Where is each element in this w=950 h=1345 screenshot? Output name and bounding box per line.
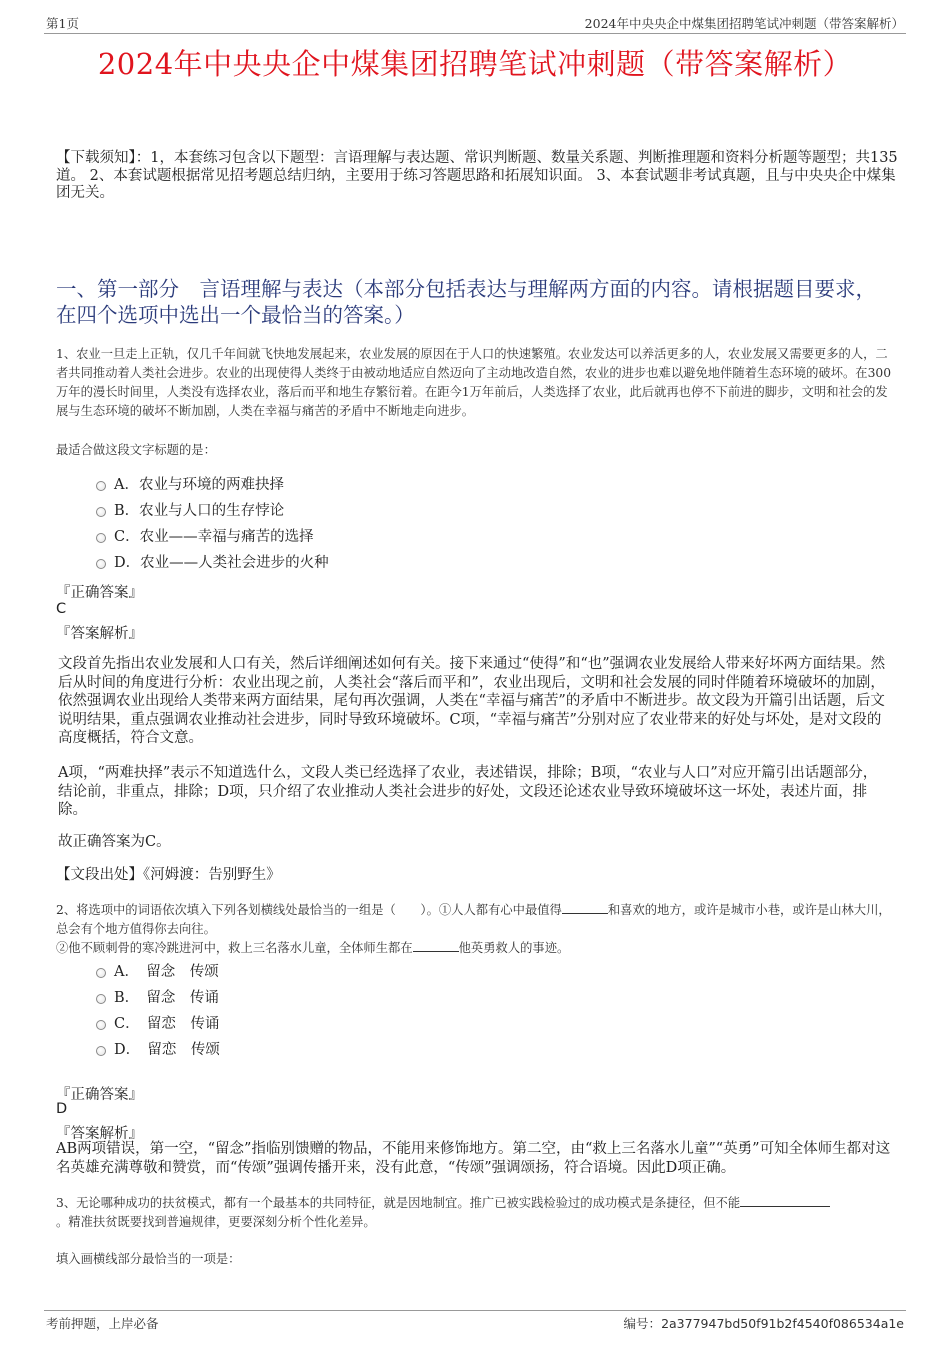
q1-option-a[interactable]: A．农业与环境的两难抉择 (96, 475, 284, 495)
q2-option-b[interactable]: B． 留念 传诵 (96, 988, 219, 1008)
q3-prompt: 填入画横线部分最恰当的一项是： (56, 1252, 241, 1266)
radio-icon[interactable] (96, 994, 106, 1004)
fill-blank (740, 1194, 830, 1207)
radio-icon[interactable] (96, 968, 106, 978)
header-divider (44, 33, 906, 34)
q2-option-c[interactable]: C． 留恋 传诵 (96, 1014, 219, 1034)
q2-stem: 2、将选项中的词语依次填入下列各划横线处最恰当的一组是（ ）。①人人都有心中最值得 和喜欢的地方，或许是城市小巷，或许是山林大川，总会有个地方值得你去向往。 ②他不顾刺骨的寒冷跳进河中，救上三名落水儿童，全体师生都在 他英勇救人的事迹。 (56, 903, 891, 955)
download-notice: 【下载须知】：1，本套练习包含以下题型：言语理解与表达题、常识判断题、数量关系题、判断推理题和资料分析题等题型；共135道。 2、本套试题根据常见招考题总结归纳，主要用于练习答题思路和拓展知识面。 3、本套试题非考试真题，且与中央央企中煤集团无关。 (56, 150, 898, 201)
page-title: 2024年中央央企中煤集团招聘笔试冲刺题（带答案解析） (97, 47, 853, 81)
q1-option-b[interactable]: B．农业与人口的生存悖论 (96, 501, 284, 521)
q1-option-d[interactable]: D．农业——人类社会进步的火种 (96, 553, 329, 573)
q2-analysis-label: 『答案解析』 (56, 1126, 143, 1142)
radio-icon[interactable] (96, 1046, 106, 1056)
radio-icon[interactable] (96, 533, 106, 543)
fill-blank (413, 939, 459, 952)
q2-answer-label: 『正确答案』 (56, 1087, 143, 1103)
q3-stem: 3、无论哪种成功的扶贫模式，都有一个最基本的共同特征，就是因地制宜。推广已被实践检验过的成功模式是条捷径，但不能 。精准扶贫既要找到普遍规律，更要深刻分析个性化差异。 (56, 1194, 898, 1232)
q1-stem: 1、农业一旦走上正轨，仅几千年间就飞快地发展起来，农业发展的原因在于人口的快速繁殖。农业发达可以养活更多的人，农业发展又需要更多的人，二者共同推动着人类社会进步。农业的出现使得人类终于由被动地适应自然迈向了主动地改造自然，农业的进步也难以避免地伴随着生态环境的破坏。在300万年的漫长时间里，人类没有选择农业，落后而平和地生存繁衍着。在距今1万年前后，人类选择了农业，此后就再也停不下前进的脚步，文明和社会的发展与生态环境的破坏不断加剧，人类在幸福与痛苦的矛盾中不断地走向进步。 (56, 347, 892, 418)
footer-divider (44, 1310, 906, 1311)
q1-source: 【文段出处】《河姆渡：告别野生》 (56, 867, 281, 883)
radio-icon[interactable] (96, 1020, 106, 1030)
q1-prompt: 最适合做这段文字标题的是： (56, 443, 216, 457)
radio-icon[interactable] (96, 481, 106, 491)
q1-answer-label: 『正确答案』 (56, 585, 143, 601)
q1-analysis-p2: A项，“两难抉择”表示不知道选什么，文段人类已经选择了农业，表述错误，排除；B项，“农业与人口”对应开篇引出话题部分，结论前，非重点，排除；D项，只介绍了农业推动人类社会进步的好处，文段还论述农业导致环境破坏这一坏处，表述片面，排除。 (58, 765, 878, 818)
footer-code: 编号：2a377947bd50f91b2f4540f086534a1e (623, 1316, 904, 1331)
header-doc-title: 2024年中央央企中煤集团招聘笔试冲刺题（带答案解析） (584, 16, 904, 31)
q1-option-c[interactable]: C．农业——幸福与痛苦的选择 (96, 527, 314, 547)
fill-blank (562, 901, 608, 914)
q2-answer: D (56, 1101, 68, 1117)
header-page-label: 第1页 (46, 16, 79, 31)
q2-option-d[interactable]: D． 留恋 传颂 (96, 1040, 220, 1060)
q2-option-a[interactable]: A． 留念 传颂 (96, 962, 219, 982)
radio-icon[interactable] (96, 507, 106, 517)
q1-analysis-label: 『答案解析』 (56, 626, 143, 642)
radio-icon[interactable] (96, 559, 106, 569)
q2-analysis: AB两项错误，第一空，“留念”指临别馈赠的物品，不能用来修饰地方。第二空，由“救上三名落水儿童”“英勇”可知全体师生都对这名英雄充满尊敬和赞赏，而“传颂”强调传播开来，没有此意，“传颂”强调颂扬，符合语境。因此D项正确。 (56, 1141, 891, 1176)
footer-slogan: 考前押题，上岸必备 (46, 1316, 159, 1331)
section-heading: 一、第一部分 言语理解与表达（本部分包括表达与理解两方面的内容。请根据题目要求，在四个选项中选出一个最恰当的答案。） (56, 277, 876, 327)
q1-analysis-p3: 故正确答案为C。 (58, 834, 171, 850)
q1-analysis-p1: 文段首先指出农业发展和人口有关，然后详细阐述如何有关。接下来通过“使得”和“也”强调农业发展给人带来好坏两方面结果。然后从时间的角度进行分析：农业出现之前，人类社会“落后而平和”，农业出现后，文明和社会发展的同时伴随着环境破坏的加剧，依然强调农业出现给人类带来两方面结果，尾句再次强调，人类在“幸福与痛苦”的矛盾中不断进步。故文段为开篇引出话题，后文说明结果，重点强调农业推动社会进步，同时导致环境破坏。C项，“幸福与痛苦”分别对应了农业带来的好处与坏处，是对文段的高度概括，符合文意。 (58, 656, 886, 746)
q1-answer: C (56, 601, 67, 617)
